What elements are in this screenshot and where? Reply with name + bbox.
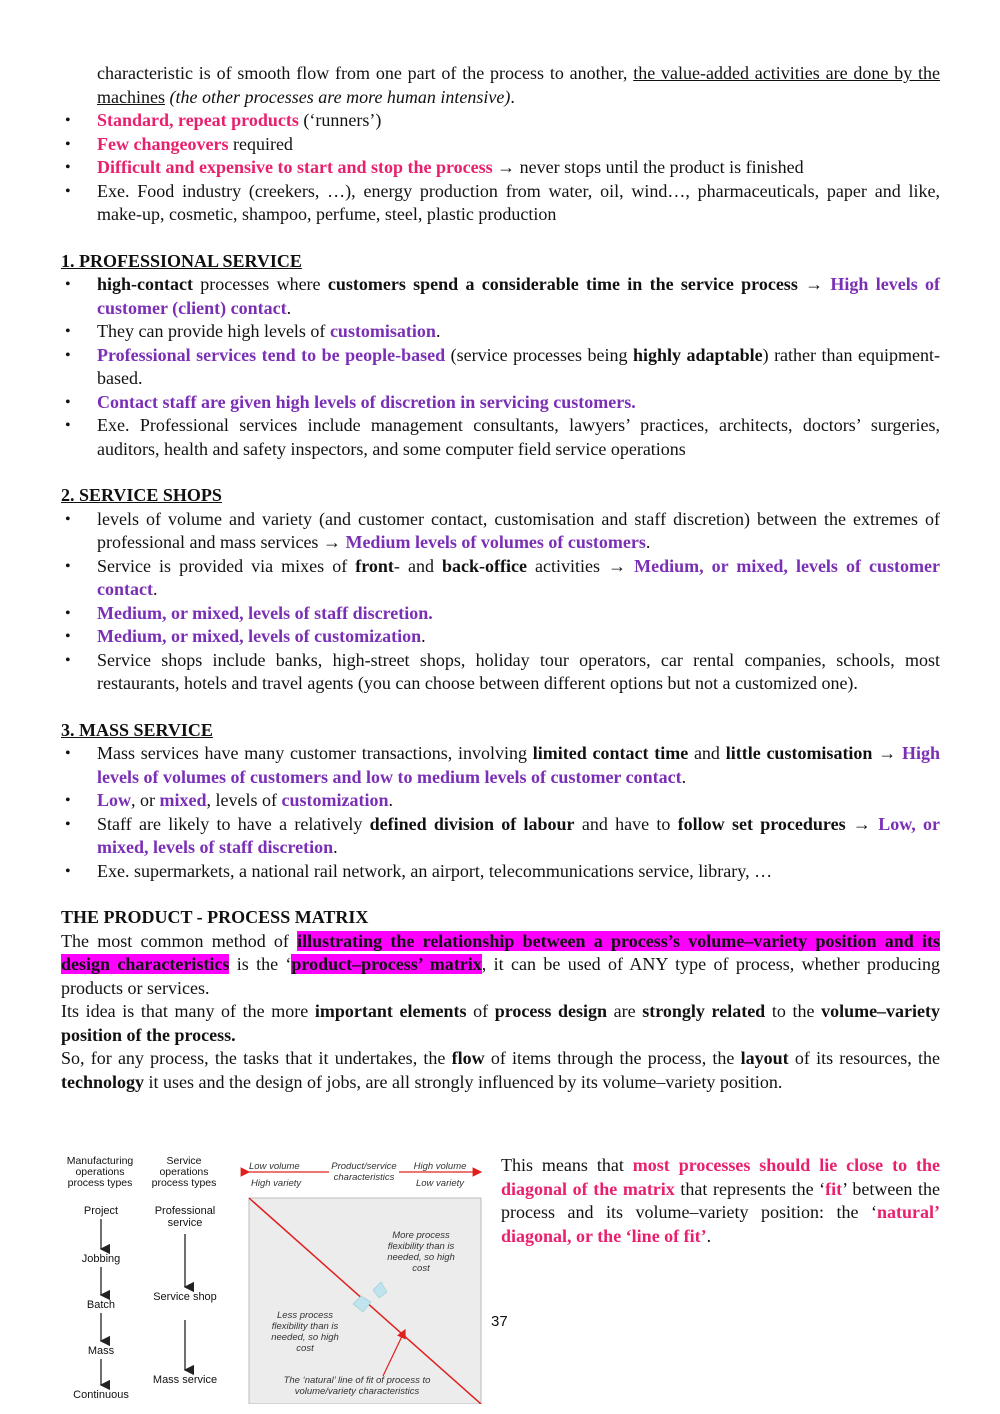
list-item: • Service shops include banks, high-street shops, holiday tour operators, car rental companies, schools, most restaurants, hotels and travel agents (you can choose between different options but not a customized one).: [61, 649, 940, 696]
line-of-fit-caption: The ‘natural’ line of fit of process to volume/variety characteristics: [283, 1375, 431, 1397]
list-item: • Medium, or mixed, levels of customization.: [61, 625, 940, 649]
fit-description: This means that most processes should lie close to the diagonal of the matrix that represents the ‘fit’ between the process and its volume–variety position: the ‘natural’ diagonal, or the ‘line of fit’.: [501, 1155, 940, 1246]
list-item: • high-contact processes where customers spend a considerable time in the service process → High levels of customer (client) contact.: [61, 273, 940, 320]
node-service-shop: Service shop: [153, 1291, 217, 1303]
product-process-matrix-figure: [61, 1154, 487, 1404]
manufacturing-column-title: Manufacturing operations process types: [66, 1155, 134, 1189]
matrix-paragraph-1: The most common method of illustrating the relationship between a process’s volume–variety position and its design characteristics is the ‘product–process’ matrix, it can be used of ANY type of process, whether producing products or services.: [61, 930, 941, 998]
list-item: • Difficult and expensive to start and stop the process → never stops until the product is finished: [61, 156, 940, 180]
list-item: • levels of volume and variety (and customer contact, customisation and staff discretion) between the extremes of professional and mass services → Medium levels of volumes of customers.: [61, 508, 940, 555]
list-item: • Medium, or mixed, levels of staff discretion.: [61, 602, 940, 626]
high-variety-label: High variety: [251, 1178, 302, 1189]
figure-graphics: [61, 1154, 487, 1404]
list-item: • Low, or mixed, levels of customization.: [61, 789, 940, 813]
section-heading-professional: 1. PROFESSIONAL SERVICE: [61, 250, 302, 271]
intro-paragraph: characteristic is of smooth flow from one part of the process to another, the value-added activities are done by the machines (the other processes are more human intensive).: [97, 63, 941, 107]
service-column-title: Service operations process types: [151, 1155, 217, 1189]
page-content: [61, 62, 940, 1094]
list-item: • Contact staff are given high levels of discretion in servicing customers.: [61, 391, 940, 415]
list-item: • Mass services have many customer transactions, involving limited contact time and little customisation → High levels of volumes of customers and low to medium levels of customer contact.: [61, 742, 940, 789]
list-item: • They can provide high levels of customisation.: [61, 320, 940, 344]
high-volume-label: High volume: [413, 1161, 467, 1172]
less-flexibility-text: Less process flexibility than is needed, so high cost: [271, 1310, 339, 1354]
low-volume-label: Low volume: [249, 1161, 300, 1172]
more-flexibility-text: More process flexibility than is needed, so high cost: [387, 1230, 455, 1274]
section-heading-service-shops: 2. SERVICE SHOPS: [61, 485, 222, 505]
list-item: • Exe. Food industry (creekers, …), energy production from water, oil, wind…, pharmaceuticals, paper and like, make-up, cosmetic, shampoo, perfume, steel, plastic production: [61, 180, 940, 227]
list-item: • Standard, repeat products (‘runners’): [61, 109, 940, 133]
intro-bullets: [61, 109, 940, 227]
characteristics-label: Product/service characteristics: [331, 1161, 397, 1183]
professional-bullets: [61, 273, 940, 461]
node-continuous: Continuous: [73, 1389, 129, 1401]
node-mass-service: Mass service: [152, 1374, 218, 1386]
list-item: • Exe. supermarkets, a national rail network, an airport, telecommunications service, library, …: [61, 860, 940, 884]
mass-service-bullets: [61, 742, 940, 883]
list-item: • Professional services tend to be people-based (service processes being highly adaptable) rather than equipment-based.: [61, 344, 940, 391]
list-item: • Exe. Professional services include management consultants, lawyers’ practices, architects, doctors’ surgeries, auditors, health and safety inspectors, and some computer field service operations: [61, 414, 940, 461]
matrix-paragraph-2: Its idea is that many of the more important elements of process design are strongly related to the volume–variety position of the process.: [61, 1001, 941, 1045]
low-variety-label: Low variety: [415, 1178, 465, 1189]
list-item: • Service is provided via mixes of front- and back-office activities → Medium, or mixed, levels of customer contact.: [61, 555, 940, 602]
node-mass: Mass: [87, 1345, 115, 1357]
node-project: Project: [83, 1205, 119, 1217]
node-jobbing: Jobbing: [81, 1253, 121, 1265]
list-item: • Few changeovers required: [61, 133, 940, 157]
page-number: 37: [491, 1313, 508, 1330]
list-item: • Staff are likely to have a relatively defined division of labour and have to follow set procedures → Low, or mixed, levels of staff discretion.: [61, 813, 940, 860]
service-shops-bullets: [61, 508, 940, 696]
matrix-paragraph-3: So, for any process, the tasks that it undertakes, the flow of items through the process, the layout of its resources, the technology it uses and the design of jobs, are all strongly influenced by its volume–variety position.: [61, 1048, 940, 1092]
node-professional-service: Professional service: [154, 1205, 216, 1229]
section-heading-matrix: THE PRODUCT - PROCESS MATRIX: [61, 907, 369, 927]
node-batch: Batch: [86, 1299, 116, 1311]
section-heading-mass-service: 3. MASS SERVICE: [61, 719, 213, 740]
